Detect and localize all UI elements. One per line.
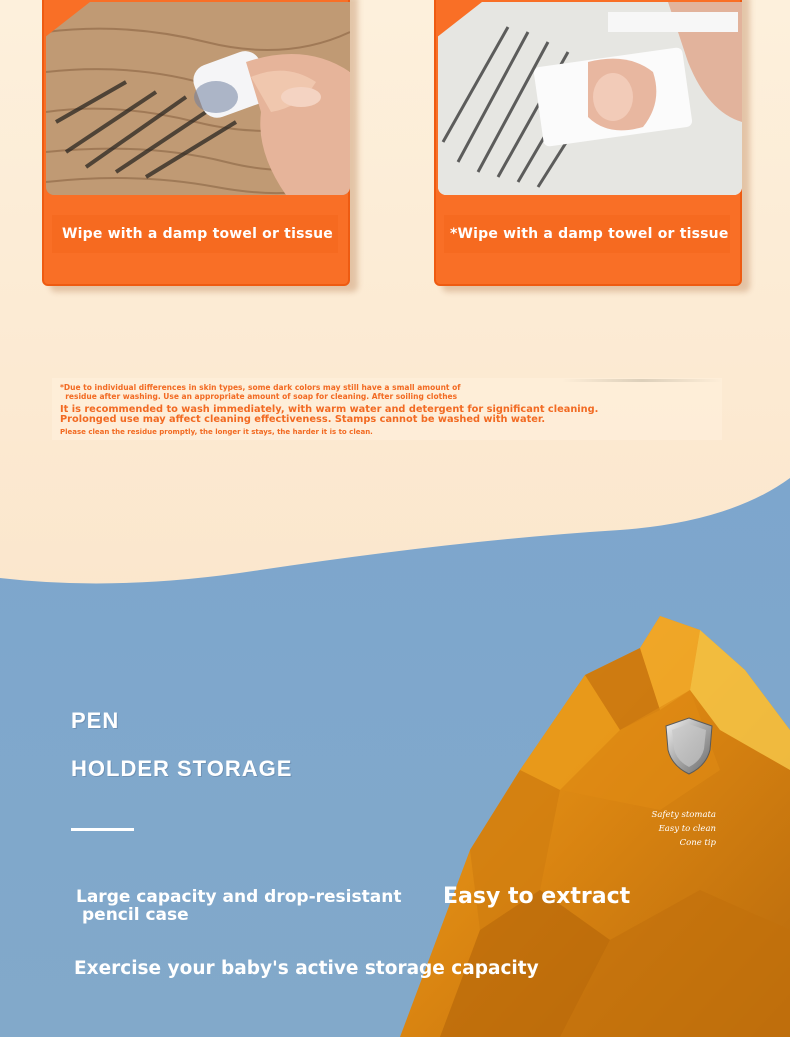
capacity-line-1: Large capacity and drop-resistant: [76, 887, 402, 907]
exercise-text: Exercise your baby's active storage capacity: [74, 958, 539, 979]
leather-caption-bar: [444, 215, 730, 253]
note-line-1a: *Due to individual differences in skin types, some dark colors may still have a small amount of: [60, 383, 461, 392]
desktop-caption-bar: [52, 215, 338, 253]
desktop-wipe-photo: [46, 2, 350, 195]
headline-pen: PEN: [71, 708, 120, 733]
leather-caption: *Wipe with a damp towel or tissue: [450, 226, 729, 242]
note-line-4: Please clean the residue promptly, the longer it stays, the harder it is to clean.: [60, 428, 373, 436]
leather-tag: [438, 2, 548, 72]
capacity-text: [76, 888, 436, 924]
note-line-3: Prolonged use may affect cleaning effectiveness. Stamps cannot be washed with water.: [60, 414, 546, 425]
leather-wipe-photo: [438, 2, 742, 195]
headline-holder-storage: HOLDER STORAGE: [71, 756, 293, 781]
cleaning-card-leather: [434, 0, 742, 286]
desktop-tag: [46, 2, 156, 72]
shield-icon: [662, 716, 716, 776]
note-line-2: It is recommended to wash immediately, with warm water and detergent for significant cleaning.: [60, 404, 599, 415]
headline-divider: [71, 828, 134, 831]
washing-notes: [52, 378, 722, 440]
feature-list: [652, 808, 717, 850]
cleaning-card-desktop: [42, 0, 350, 286]
feature-easy-clean: Easy to clean: [658, 824, 716, 834]
notes-edge-decoration: [562, 379, 722, 382]
easy-extract-text: Easy to extract: [443, 884, 631, 909]
desktop-caption: Wipe with a damp towel or tissue: [62, 226, 333, 242]
note-line-1b: residue after washing. Use an appropriate amount of soap for cleaning. After soiling clothes: [65, 392, 458, 401]
capacity-line-2: pencil case: [82, 905, 189, 925]
feature-cone-tip: Cone tip: [679, 838, 716, 848]
note-line-1: [60, 383, 461, 401]
feature-safety-stomata: Safety stomata: [651, 810, 716, 820]
